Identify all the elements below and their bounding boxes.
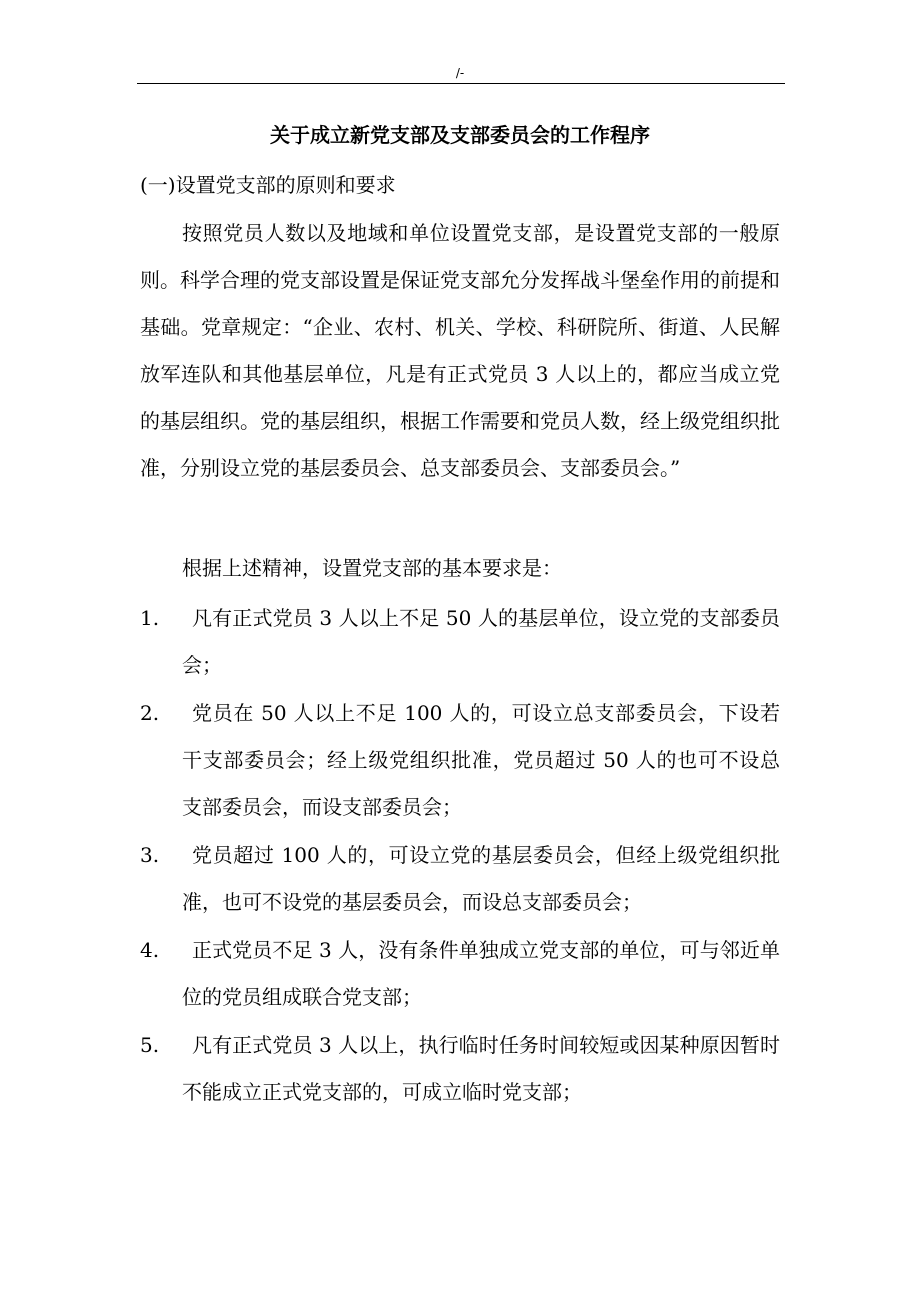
requirements-list (140, 595, 780, 1117)
list-item-text: 凡有正式党员 3 人以上不足 50 人的基层单位，设立党的支部委员会； (182, 606, 780, 677)
page-header: /- (455, 66, 465, 80)
list-item-text: 凡有正式党员 3 人以上，执行临时任务时间较短或因某种原因暂时不能成立正式党支部的，可成立临时党支部； (182, 1033, 780, 1104)
list-item-number: 1. (140, 606, 160, 630)
header-divider (137, 83, 785, 84)
list-item (140, 832, 780, 926)
paragraph (140, 210, 780, 492)
list-item (140, 1022, 780, 1116)
list-item-text: 党员在 50 人以上不足 100 人的，可设立总支部委员会，下设若干支部委员会；经上级党组织批准，党员超过 50 人的也可不设总支部委员会，而设支部委员会； (182, 701, 780, 819)
list-item-number: 3. (140, 843, 160, 867)
list-item-number: 4. (140, 938, 160, 962)
list-item (140, 595, 780, 689)
requirements-intro: 根据上述精神，设置党支部的基本要求是： (182, 556, 562, 580)
list-item-number: 2. (140, 701, 160, 725)
list-item-text: 正式党员不足 3 人，没有条件单独成立党支部的单位，可与邻近单位的党员组成联合党支部； (182, 938, 780, 1009)
paragraph-text: 按照党员人数以及地域和单位设置党支部，是设置党支部的一般原则。科学合理的党支部设置是保证党支部允分发挥战斗堡垒作用的前提和基础。党章规定：“企业、农村、机关、学校、科研院所、街道、人民解放军连队和其他基层单位，凡是有正式党员 3 人以上的，都应当成立党的基层组织。党的基层组织，根据工作需要和党员人数，经上级党组织批准，分别设立党的基层委员会、总支部委员会、支部委员会。” (140, 221, 780, 480)
list-item-text: 党员超过 100 人的，可设立党的基层委员会，但经上级党组织批准，也可不设党的基层委员会，而设总支部委员会； (182, 843, 780, 914)
section-heading: (一)设置党支部的原则和要求 (140, 173, 396, 197)
list-item (140, 690, 780, 831)
list-item-number: 5. (140, 1033, 160, 1057)
list-item (140, 927, 780, 1021)
document-title: 关于成立新党支部及支部委员会的工作程序 (270, 123, 650, 147)
